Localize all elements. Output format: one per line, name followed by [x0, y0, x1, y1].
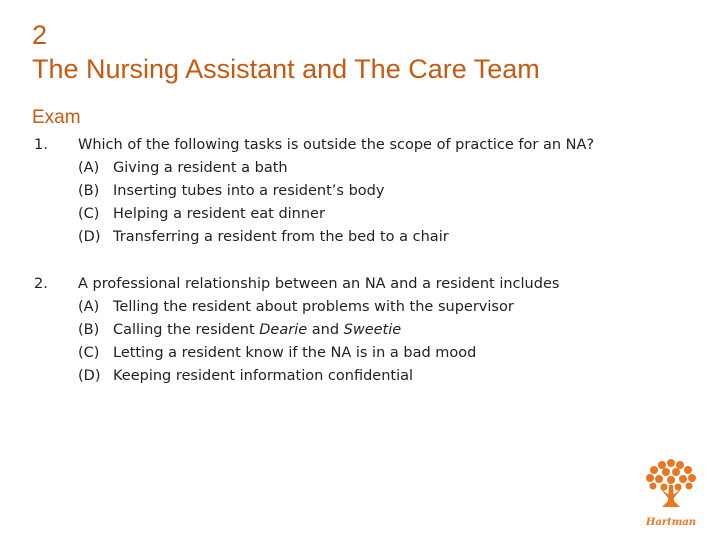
hartman-logo	[640, 455, 702, 533]
option-letter: (A)	[78, 299, 100, 315]
chapter-number: 2	[32, 20, 48, 50]
option-text: Telling the resident about problems with the supervisor	[113, 299, 514, 315]
option-b	[34, 319, 684, 342]
option-a	[34, 157, 684, 180]
logo-text: Hartman	[645, 517, 697, 528]
option-text-start: Calling the resident	[113, 322, 260, 338]
option-letter: (B)	[78, 322, 100, 338]
question-text: A professional relationship between an NA and a resident includes	[78, 276, 560, 292]
question-number: 2.	[34, 276, 48, 292]
question-text: Which of the following tasks is outside the scope of practice for an NA?	[78, 137, 595, 153]
heart-tree-icon	[646, 459, 696, 507]
option-text: Transferring a resident from the bed to a chair	[113, 229, 449, 245]
slide-title	[32, 18, 540, 86]
option-text-mid: and	[307, 322, 344, 338]
question-1	[34, 134, 684, 249]
option-letter: (D)	[78, 229, 101, 245]
option-letter: (B)	[78, 183, 100, 199]
option-b	[34, 180, 684, 203]
option-text: Keeping resident information confidential	[113, 368, 414, 384]
option-c	[34, 203, 684, 226]
option-letter: (D)	[78, 368, 101, 384]
option-text: Inserting tubes into a resident’s body	[113, 183, 385, 199]
option-text: Letting a resident know if the NA is in a bad mood	[113, 345, 477, 361]
section-heading: Exam	[32, 107, 81, 128]
option-text	[113, 319, 401, 342]
question-number: 1.	[34, 137, 48, 153]
option-letter: (C)	[78, 206, 100, 222]
emphasis-sweetie: Sweetie	[343, 322, 402, 338]
option-d	[34, 365, 684, 388]
emphasis-dearie: Dearie	[259, 322, 308, 338]
option-a	[34, 296, 684, 319]
question-2	[34, 273, 684, 388]
option-letter: (C)	[78, 345, 100, 361]
option-letter: (A)	[78, 160, 100, 176]
option-text: Giving a resident a bath	[113, 160, 288, 176]
option-text: Helping a resident eat dinner	[113, 206, 325, 222]
option-d	[34, 226, 684, 249]
option-c	[34, 342, 684, 365]
chapter-title: The Nursing Assistant and The Care Team	[32, 54, 540, 84]
